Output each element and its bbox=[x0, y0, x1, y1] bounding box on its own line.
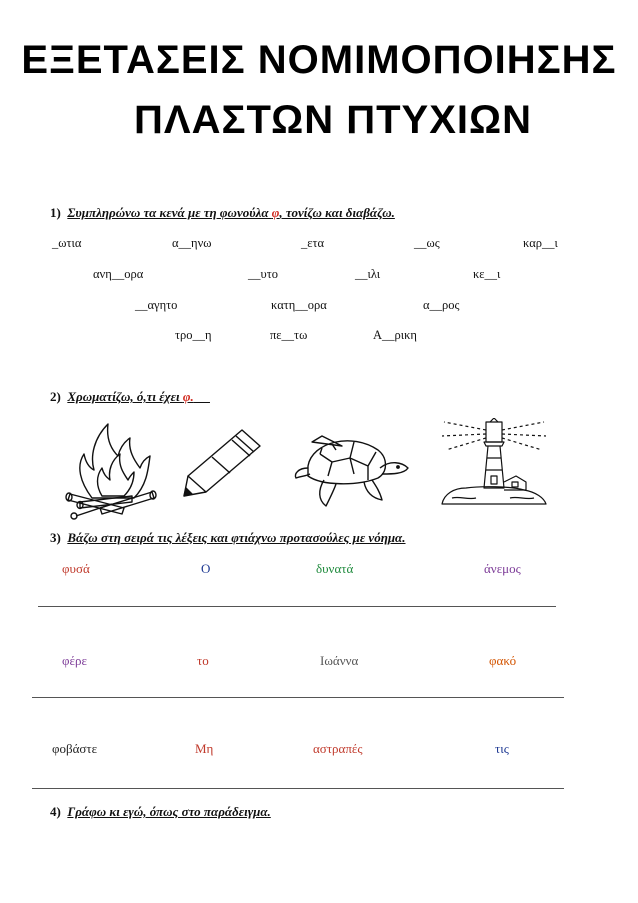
scrambled-word: αστραπές bbox=[313, 741, 363, 756]
fill-word: καρ__ι bbox=[523, 236, 558, 250]
fill-word: __ως bbox=[414, 236, 440, 250]
fill-word: κε__ι bbox=[473, 267, 501, 281]
fill-word: ανη__ορα bbox=[93, 267, 144, 281]
title-line-2: ΠΛΑΣΤΩΝ ΠΤΥΧΙΩΝ bbox=[134, 98, 532, 142]
exercise-2-heading bbox=[50, 389, 210, 405]
scrambled-word: φοβάστε bbox=[52, 741, 98, 756]
fill-word: α__ρος bbox=[423, 298, 460, 312]
exercise-instruction: Βάζω στη σειρά τις λέξεις και φτιάχνω προτασούλες με νόημα. bbox=[67, 530, 406, 545]
title-line-1: ΕΞΕΤΑΣΕΙΣ ΝΟΜΙΜΟΠΟΙΗΣΗΣ bbox=[21, 38, 617, 82]
scrambled-word: άνεμος bbox=[484, 561, 521, 576]
exercise-instruction bbox=[67, 389, 210, 404]
exercise-1-heading bbox=[50, 205, 395, 221]
scrambled-word: το bbox=[197, 653, 209, 668]
exercise-instruction: Γράφω κι εγώ, όπως στο παράδειγμα. bbox=[67, 804, 271, 819]
fill-word: _ωτια bbox=[52, 236, 82, 250]
fill-word: __ιλι bbox=[355, 267, 381, 281]
fill-word: α__ηνω bbox=[172, 236, 212, 250]
exercise-number: 1) bbox=[50, 205, 61, 220]
scrambled-word: τις bbox=[495, 741, 509, 756]
scrambled-word: φακό bbox=[489, 653, 517, 668]
scrambled-word: δυνατά bbox=[316, 561, 354, 576]
exercise-number: 2) bbox=[50, 389, 61, 404]
target-letter: φ bbox=[271, 205, 280, 220]
exercise-number: 4) bbox=[50, 804, 61, 819]
lighthouse-icon bbox=[440, 418, 548, 508]
exercise-3-heading bbox=[50, 530, 406, 546]
turtle-icon bbox=[292, 428, 412, 510]
scrambled-word: Ο bbox=[201, 561, 211, 576]
fill-word: Α__ρικη bbox=[373, 328, 417, 342]
scrambled-word: Ιωάννα bbox=[320, 653, 359, 668]
fill-word: πε__τω bbox=[270, 328, 308, 342]
answer-line[interactable] bbox=[32, 697, 564, 698]
fill-word: __υτο bbox=[248, 267, 278, 281]
fill-word: κατη__ορα bbox=[271, 298, 327, 312]
scrambled-word: Μη bbox=[195, 741, 214, 756]
answer-line[interactable] bbox=[38, 606, 556, 607]
target-letter: φ. bbox=[182, 389, 194, 404]
fill-word: __αγητο bbox=[135, 298, 178, 312]
fill-word: _ετα bbox=[301, 236, 325, 250]
exercise-4-heading bbox=[50, 804, 271, 820]
campfire-icon bbox=[62, 416, 162, 520]
exercise-number: 3) bbox=[50, 530, 61, 545]
exercise-instruction bbox=[67, 205, 395, 220]
instruction-text: Χρωματίζω, ό,τι έχει bbox=[67, 389, 183, 404]
answer-line[interactable] bbox=[32, 788, 564, 789]
pencil-icon bbox=[182, 426, 266, 500]
scrambled-word: φέρε bbox=[62, 653, 87, 668]
fill-word: τρο__η bbox=[175, 328, 212, 342]
scrambled-word: φυσά bbox=[62, 561, 90, 576]
instruction-text-end: , τονίζω και διαβάζω. bbox=[279, 205, 395, 220]
instruction-text: Συμπληρώνω τα κενά με τη φωνούλα bbox=[67, 205, 272, 220]
